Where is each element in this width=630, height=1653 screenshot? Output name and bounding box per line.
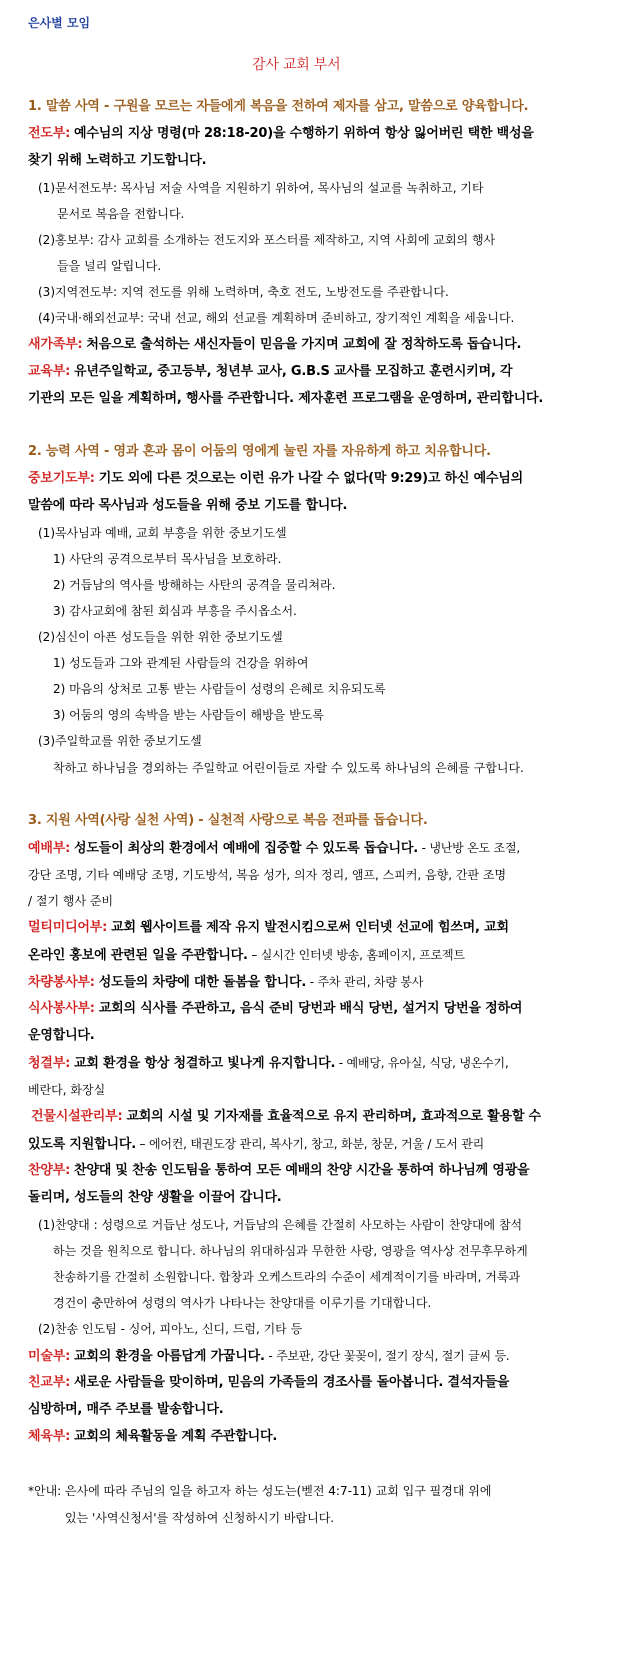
praise-name: 찬양부:: [28, 1163, 71, 1178]
praise-item-1: (1)찬양대 : 성령으로 거듭난 성도나, 거듭남의 은혜를 간절히 사모하는 사람이 찬양대에 참석: [38, 1218, 523, 1232]
section-2-heading: 2. 능력 사역 - 영과 혼과 몸이 어둠의 영에게 눌린 자를 자유하게 하고 치유합니다.: [28, 444, 491, 459]
evangelism-line-1: [28, 124, 534, 144]
section-1-heading: 1. 말씀 사역 - 구원을 모르는 자들에게 복음을 전하여 제자를 삼고, 말씀으로 양육합니다.: [28, 99, 529, 114]
multimedia-text-2-rest: – 실시간 인터넷 방송, 홈페이지, 프로젝트: [247, 948, 465, 962]
intercession-line-2: 말씀에 따라 목사님과 성도들을 위해 중보 기도를 합니다.: [28, 498, 348, 513]
intercession-cell-3-item: 착하고 하나님을 경외하는 주일학교 어린이들로 자랄 수 있도록 하나님의 은혜를 구합니다.: [53, 761, 524, 775]
evangelism-text-1: 예수님의 지상 명령(마 28:18-20)을 수행하기 위하여 항상 잃어버린 택한 백성을: [74, 126, 534, 141]
art-text-rest: - 주보판, 강단 꽃꽂이, 절기 장식, 절기 글씨 등.: [264, 1349, 510, 1363]
meal-line-2: 운영합니다.: [28, 1028, 95, 1043]
education-text-1: 유년주일학교, 중고등부, 청년부 교사, G.B.S 교사를 모집하고 훈련시키며, 각: [74, 364, 513, 379]
multimedia-line-1: [28, 918, 509, 938]
multimedia-line-2: [28, 945, 465, 966]
intercession-cell-2: (2)심신이 아픈 성도들을 위한 위한 중보기도셀: [38, 630, 283, 644]
praise-item-1-cont-2: 찬송하기를 간절히 소원합니다. 합창과 오케스트라의 수준이 세계적이기를 바라며, 거룩과: [53, 1270, 521, 1284]
praise-line-2: 돌리며, 성도들의 찬양 생활을 이끌어 갑니다.: [28, 1190, 282, 1205]
worship-name: 예배부:: [28, 841, 71, 856]
evangelism-item-2: (2)홍보부: 감사 교회를 소개하는 전도지와 포스터를 제작하고, 지역 사회에 교회의 행사: [38, 233, 496, 247]
multimedia-name: 멀티미디어부:: [28, 920, 108, 935]
evangelism-item-4: (4)국내·해외선교부: 국내 선교, 해외 선교를 계획하며 준비하고, 장기적인 계획을 세웁니다.: [38, 311, 515, 325]
evangelism-item-3: (3)지역전도부: 지역 전도를 위해 노력하며, 축호 전도, 노방전도를 주관합니다.: [38, 285, 449, 299]
notice-line-2: 있는 '사역신청서'를 작성하여 신청하시기 바랍니다.: [65, 1511, 335, 1525]
vehicle-text-rest: - 주차 관리, 차량 봉사: [306, 975, 424, 989]
facility-text-2-bold: 있도록 지원합니다.: [28, 1137, 136, 1152]
worship-line-3: / 절기 행사 준비: [28, 894, 114, 908]
worship-text-bold: 성도들이 최상의 환경에서 예배에 집중할 수 있도록 돕습니다.: [74, 841, 418, 856]
cleaning-line-1: [28, 1053, 509, 1074]
meal-text-1: 교회의 식사를 주관하고, 음식 준비 당번과 배식 당번, 설거지 당번을 정하여: [98, 1001, 523, 1016]
intercession-line-1: [28, 469, 523, 489]
newfamily-line: [28, 335, 521, 355]
art-text-bold: 교회의 환경을 아름답게 가꿉니다.: [74, 1349, 265, 1364]
cleaning-text-bold: 교회 환경을 항상 청결하고 빛나게 유지합니다.: [74, 1056, 336, 1071]
fellowship-name: 친교부:: [28, 1375, 71, 1390]
facility-text-1: 교회의 시설 및 기자재를 효율적으로 유지 관리하며, 효과적으로 활용할 수: [126, 1109, 541, 1124]
praise-item-1-cont-3: 경건이 충만하여 성령의 역사가 나타나는 찬양대를 이루기를 기대합니다.: [53, 1296, 432, 1310]
worship-line-1: [28, 838, 520, 859]
education-line-2: 기관의 모든 일을 계획하며, 행사를 주관합니다. 제자훈련 프로그램을 운영하며, 관리합니다.: [28, 391, 544, 406]
intercession-cell-2-item-3: 3) 어둠의 영의 속박을 받는 사람들이 해방을 받도록: [53, 708, 324, 722]
newfamily-text: 처음으로 출석하는 새신자들이 믿음을 가지며 교회에 잘 정착하도록 돕습니다.: [86, 337, 522, 352]
vehicle-name: 차량봉사부:: [28, 975, 95, 990]
meal-line-1: [28, 999, 522, 1019]
art-line: [28, 1346, 510, 1367]
evangelism-line-2: 찾기 위해 노력하고 기도합니다.: [28, 153, 207, 168]
vehicle-text-bold: 성도들의 차량에 대한 돌봄을 합니다.: [98, 975, 307, 990]
intercession-cell-2-item-1: 1) 성도들과 그와 관계된 사람들의 건강을 위하여: [53, 656, 309, 670]
art-name: 미술부:: [28, 1349, 71, 1364]
evangelism-item-2-cont: 들을 널리 알립니다.: [57, 259, 162, 273]
facility-text-2-rest: – 에어컨, 태권도장 관리, 복사기, 창고, 화분, 창문, 거울 / 도서 관리: [135, 1137, 485, 1151]
education-line-1: [28, 362, 512, 382]
praise-item-2: (2)찬송 인도팀 - 싱어, 피아노, 신디, 드럼, 기타 등: [38, 1322, 303, 1336]
group-label: 은사별 모임: [28, 16, 91, 30]
intercession-cell-2-item-2: 2) 마음의 상처로 고통 받는 사람들이 성령의 은혜로 치유되도록: [53, 682, 386, 696]
intercession-cell-1-item-3: 3) 감사교회에 참된 회심과 부흥을 주시옵소서.: [53, 604, 297, 618]
facility-line-2: [28, 1134, 484, 1155]
fellowship-line-1: [28, 1373, 509, 1393]
cleaning-text-rest: - 예배당, 유아실, 식당, 냉온수기,: [335, 1056, 509, 1070]
evangelism-item-1: (1)문서전도부: 목사님 저술 사역을 지원하기 위하여, 목사님의 설교를 녹취하고, 기타: [38, 181, 484, 195]
multimedia-text-2-bold: 온라인 홍보에 관련된 일을 주관합니다.: [28, 948, 248, 963]
fellowship-text-1: 새로운 사람들을 맞이하며, 믿음의 가족들의 경조사를 돌아봅니다. 결석자들을: [74, 1375, 510, 1390]
intercession-cell-3: (3)주일학교를 위한 중보기도셀: [38, 734, 202, 748]
worship-text-rest: - 냉난방 온도 조절,: [418, 841, 520, 855]
cleaning-line-2: 베란다, 화장실: [28, 1083, 106, 1097]
newfamily-name: 새가족부:: [28, 337, 83, 352]
section-3-heading: 3. 지원 사역(사랑 실천 사역) - 실천적 사랑으로 복음 전파를 돕습니다.: [28, 813, 428, 828]
intercession-name: 중보기도부:: [28, 471, 95, 486]
worship-line-2: 강단 조명, 기타 예배당 조명, 기도방석, 복음 성가, 의자 정리, 앰프, 스피커, 음향, 간판 조명: [28, 868, 507, 882]
evangelism-item-1-cont: 문서로 복음을 전합니다.: [57, 207, 185, 221]
intercession-cell-1-item-2: 2) 거듭남의 역사를 방해하는 사탄의 공격을 물리쳐라.: [53, 578, 336, 592]
sports-line: [28, 1427, 277, 1447]
praise-item-1-cont-1: 하는 것을 원칙으로 합니다. 하나님의 위대하심과 무한한 사랑, 영광을 역사상 전무후무하게: [53, 1244, 528, 1258]
facility-line-1: [31, 1107, 541, 1127]
sports-name: 체육부:: [28, 1429, 71, 1444]
education-name: 교육부:: [28, 364, 71, 379]
sports-text: 교회의 체육활동을 계획 주관합니다.: [74, 1429, 278, 1444]
fellowship-line-2: 심방하며, 매주 주보를 발송합니다.: [28, 1402, 224, 1417]
intercession-cell-1-item-1: 1) 사단의 공격으로부터 목사님을 보호하라.: [53, 552, 282, 566]
praise-text-1: 찬양대 및 찬송 인도팀을 통하여 모든 예배의 찬양 시간을 통하여 하나님께 영광을: [74, 1163, 530, 1178]
intercession-text-1: 기도 외에 다른 것으로는 이런 유가 나갈 수 없다(막 9:29)고 하신 예수님의: [98, 471, 524, 486]
evangelism-name: 전도부:: [28, 126, 71, 141]
facility-name: 건물시설관리부:: [31, 1109, 123, 1124]
vehicle-line: [28, 972, 423, 993]
intercession-cell-1: (1)목사님과 예배, 교회 부흥을 위한 중보기도셀: [38, 526, 287, 540]
praise-line-1: [28, 1161, 529, 1181]
meal-name: 식사봉사부:: [28, 1001, 95, 1016]
notice-line-1: *안내: 은사에 따라 주님의 일을 하고자 하는 성도는(벧전 4:7-11) 교회 입구 필경대 위에: [28, 1484, 492, 1498]
cleaning-name: 청결부:: [28, 1056, 71, 1071]
page-title: 감사 교회 부서: [252, 57, 341, 73]
multimedia-text-1: 교회 웹사이트를 제작 유지 발전시킴으로써 인터넷 선교에 힘쓰며, 교회: [111, 920, 509, 935]
